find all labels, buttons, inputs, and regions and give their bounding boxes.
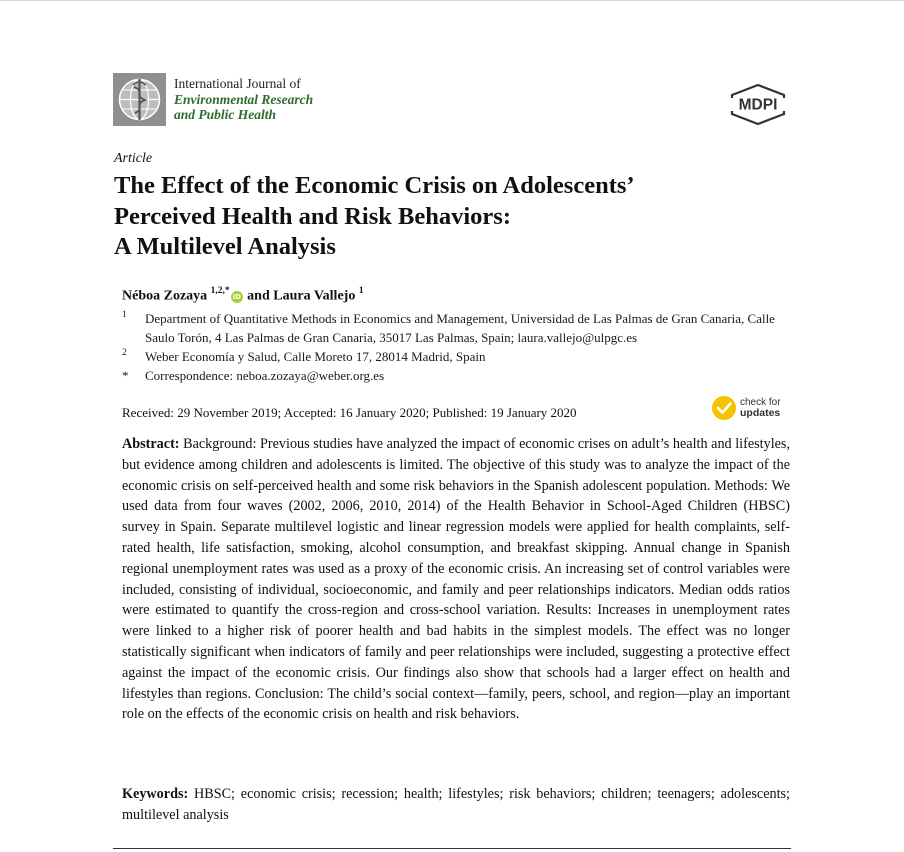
check-updates-line1: check for [740, 397, 781, 408]
author-joiner: and [247, 288, 270, 304]
orcid-icon[interactable]: iD [232, 292, 241, 301]
affiliation-text: Department of Quantitative Methods in Economics and Management, Universidad de Las Palmas de Gran Canaria, Calle Saulo Torón, 4 Las Palmas de Gran Canaria, 35017 Las Palmas, Spain; laura.vallejo@ulpgc.es [145, 311, 775, 345]
title-line: Perceived Health and Risk Behaviors: [114, 202, 511, 230]
check-icon [712, 396, 736, 420]
title-line: The Effect of the Economic Crisis on Adolescents’ [114, 172, 635, 199]
journal-name [174, 76, 313, 123]
author-list [122, 287, 364, 305]
check-for-updates-badge[interactable] [711, 394, 793, 422]
abstract-label: Abstract: [122, 436, 180, 452]
journal-name-line1: International Journal of [174, 76, 301, 91]
affiliation-marker: 1 [122, 310, 127, 320]
publication-dates: Received: 29 November 2019; Accepted: 16 January 2020; Published: 19 January 2020 [122, 405, 577, 420]
affiliation-text: Weber Economía y Salud, Calle Moreto 17, 28014 Madrid, Spain [145, 349, 486, 364]
keywords-text: HBSC; economic crisis; recession; health; lifestyles; risk behaviors; children; teenagers; adolescents; multilevel analysis [122, 786, 790, 823]
correspondence-marker: * [122, 368, 129, 383]
section-divider [113, 848, 791, 849]
title-line: A Multilevel Analysis [114, 233, 336, 260]
affiliation-marker: 2 [122, 348, 127, 358]
mdpi-logo-text: MDPI [738, 96, 778, 114]
article-type: Article [114, 151, 153, 166]
author-affiliation-marker: 1 [358, 286, 364, 296]
page-top-rule [0, 0, 904, 1]
journal-name-line2: Environmental Research [174, 91, 314, 107]
author-name: Néboa Zozaya [122, 288, 208, 304]
correspondence-text: Correspondence: neboa.zozaya@weber.org.es [145, 368, 385, 383]
mdpi-logo [725, 84, 791, 125]
journal-name-line3: and Public Health [174, 107, 277, 122]
author-name: Laura Vallejo [273, 288, 356, 304]
check-updates-line2: updates [740, 407, 781, 419]
keywords-label: Keywords: [122, 786, 189, 802]
abstract-text: Background: Previous studies have analyzed the impact of economic crises on adult’s health and lifestyles, but evidence among children and adolescents is limited. The objective of this study was to analyze the impact of the economic crisis on self-perceived health and some risk behaviors in the Spanish adolescent population. Methods: We used data from four waves (2002, 2006, 2010, 2014) of the Health Behavior in School-Aged Children (HBSC) survey in Spain. Separate multilevel logistic and linear regression models were applied for health complaints, self-rated health, life satisfaction, smoking, alcohol consumption, and breakfast skipping. Annual change in Spanish regional unemployment rates was used as a proxy of the economic crisis. An increasing set of control variables were included, consisting of individual, socioeconomic, and family and peer relationships indicators. Median odds ratios were estimated to quantify the cross-region and cross-school variation. Results: Increases in unemployment rates were linked to a higher risk of poorer health and bad habits in the simplest models. The effect was no longer statistically significant when indicators of family and peer relationships were included, suggesting a protective effect against the impact of the economic crisis. Our findings also show that schools had a larger effect on health and lifestyles than regions. Conclusion: The child’s social context—family, peers, school, and region—play an important role on the effects of the economic crisis on health and risk behaviors. [122, 436, 790, 723]
keywords [122, 784, 790, 826]
author-affiliation-marker: 1,2,* [210, 286, 230, 296]
article-title [114, 171, 814, 263]
journal-logo-icon [113, 73, 166, 126]
abstract [122, 434, 790, 725]
